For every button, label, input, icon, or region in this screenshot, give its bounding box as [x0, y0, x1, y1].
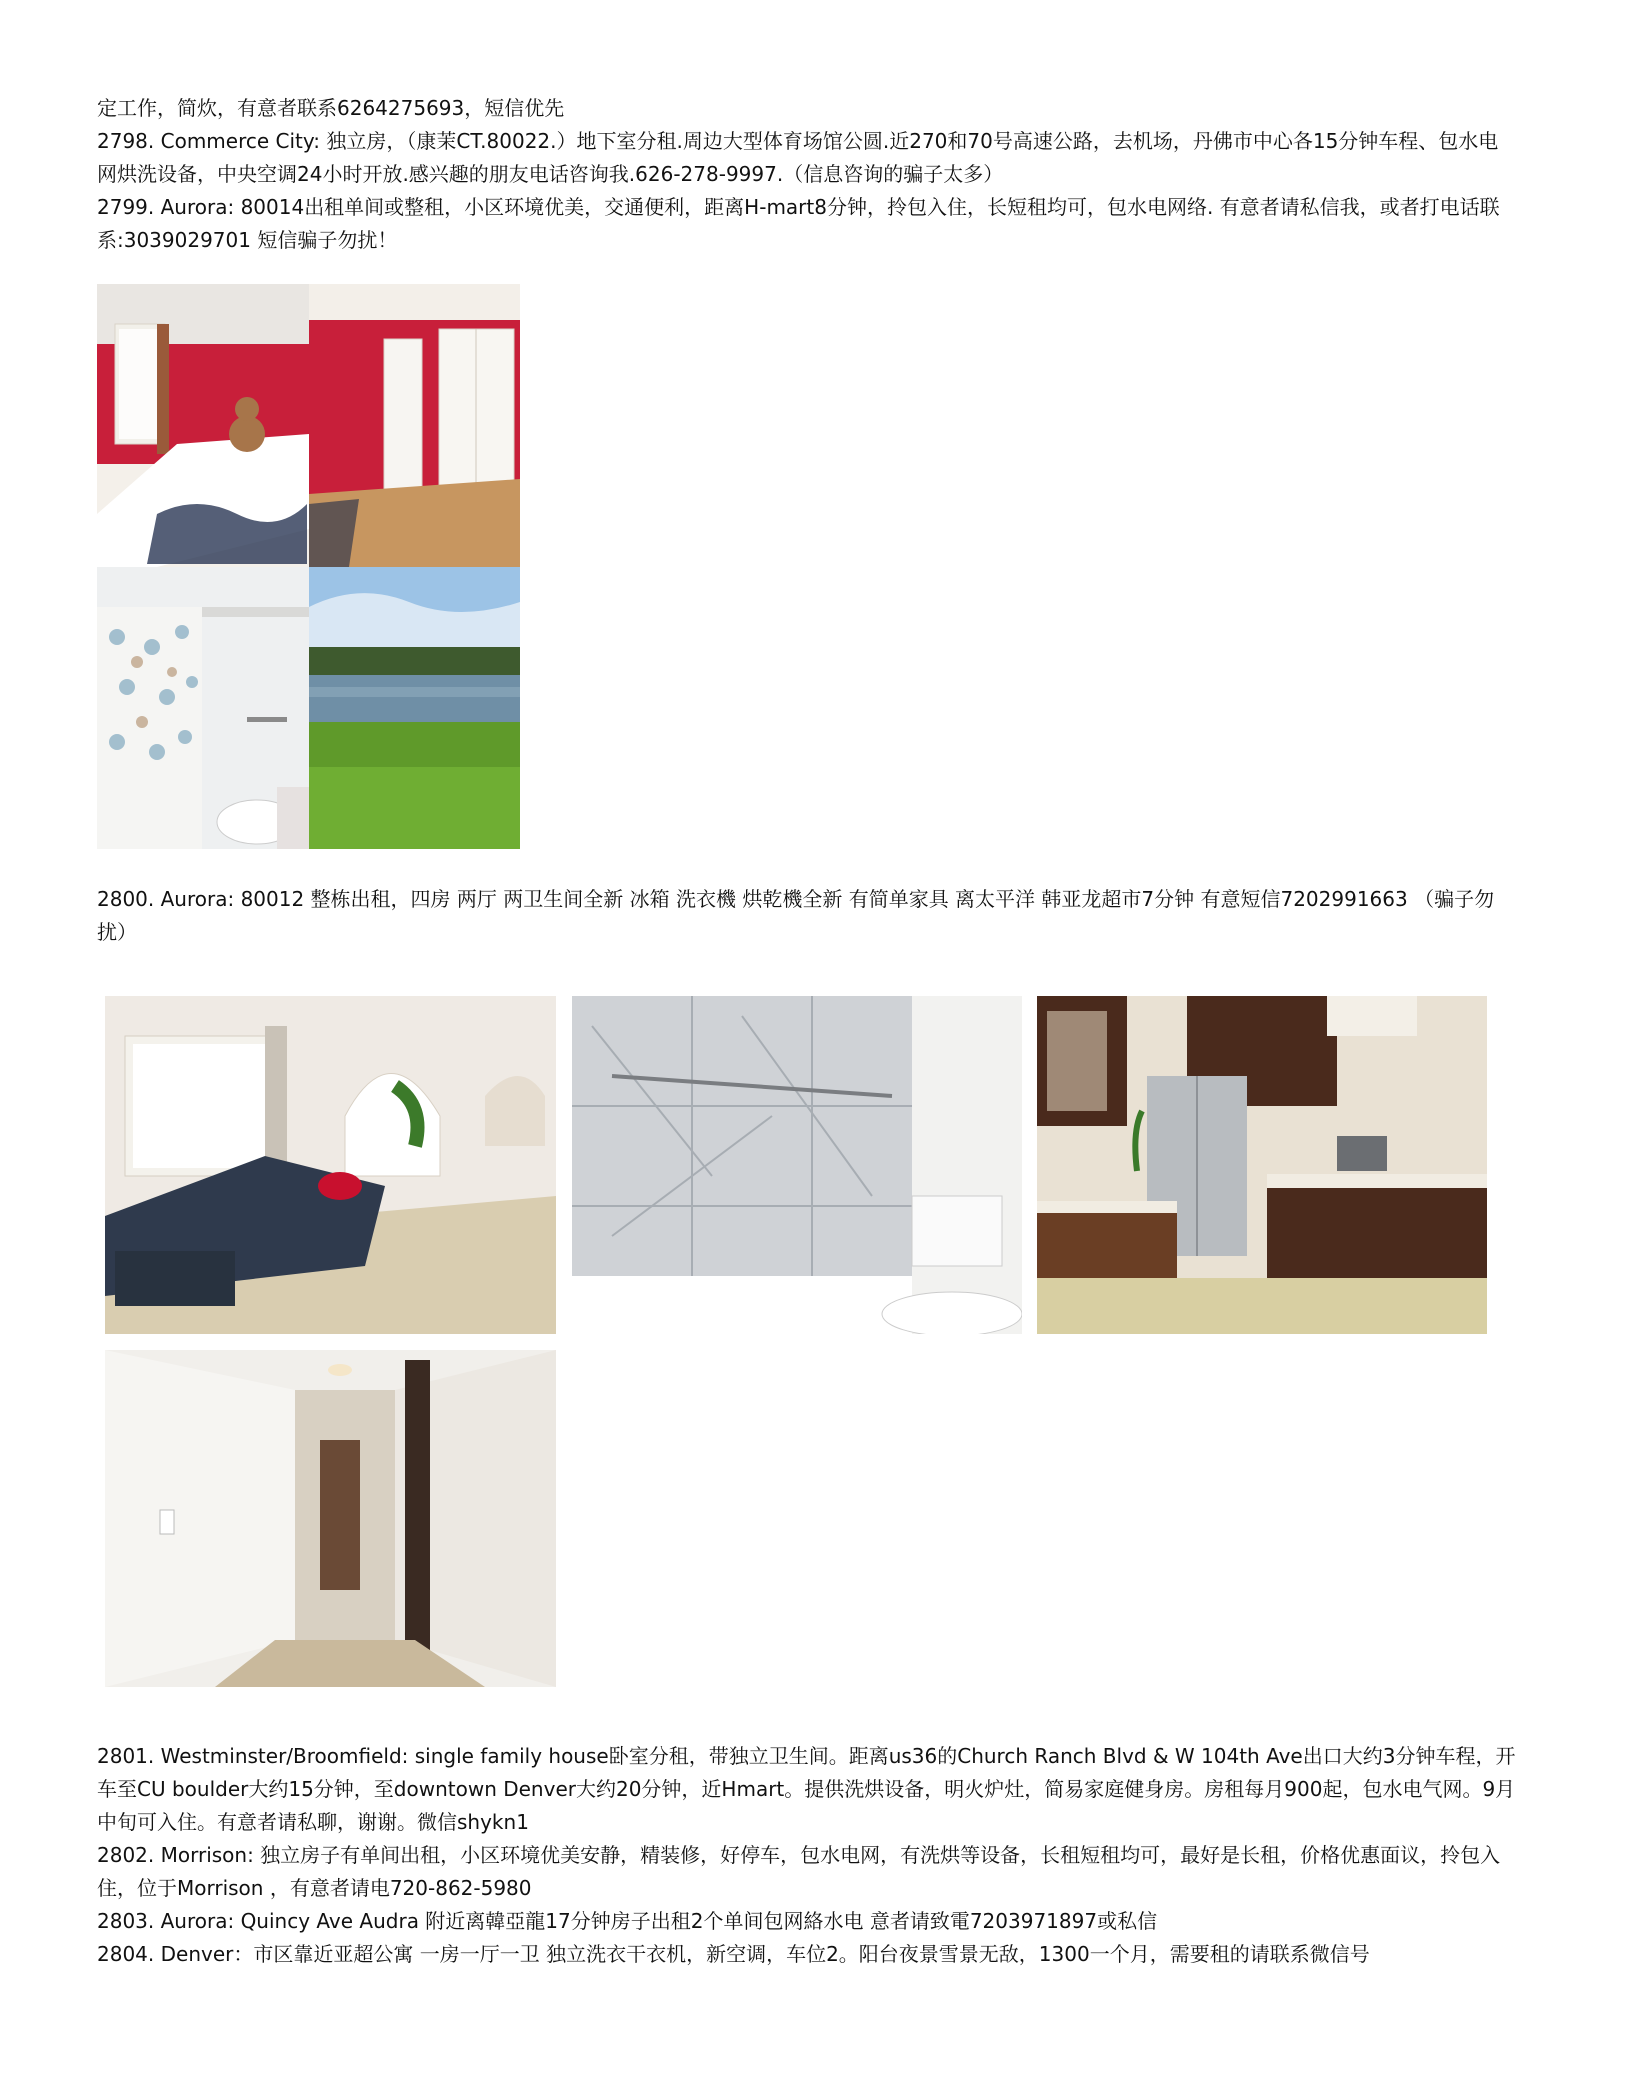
hallway-photo	[105, 1350, 556, 1687]
listing-2801: 2801. Westminster/Broomfield: single family house卧室分租，带独立卫生间。距离us36的Church Ranch Blvd & W 104th Ave出口大约3分钟车程，开车至CU boulder大约15分钟，至downtown Denver大约20分钟，近Hmart。提供洗烘设备，明火炉灶，简易家庭健身房。房租每月900起，包水电气网。9月中旬可入住。有意者请私聊，谢谢。微信shykn1	[97, 1744, 1516, 1834]
bedroom-photo-left	[97, 284, 309, 567]
shower-photo	[572, 996, 1022, 1334]
listing-2804: 2804. Denver：市区靠近亚超公寓 一房一厅一卫 独立洗衣干衣机，新空调，车位2。阳台夜景雪景无敌，1300一个月，需要租的请联系微信号	[97, 1942, 1370, 1966]
listing-2799: 2799. Aurora: 80014出租单间或整租，小区环境优美，交通便利，距离H-mart8分钟，拎包入住，长短租均可，包水电网络. 有意者请私信我，或者打电话联系:3039029701 短信骗子勿扰！	[97, 195, 1500, 252]
kitchen-photo	[1037, 996, 1487, 1334]
listing-2800: 2800. Aurora: 80012 整栋出租，四房 两厅 两卫生间全新 冰箱 洗衣機 烘乾機全新 有简单家具 离太平洋 韩亚龙超市7分钟 有意短信7202991663 （骗子勿扰）	[97, 887, 1495, 944]
bedroom-photo-right	[309, 284, 520, 567]
listing-2803: 2803. Aurora: Quincy Ave Audra 附近离韓亞龍17分钟房子出租2个单间包网絡水电 意者请致電7203971897或私信	[97, 1909, 1158, 1933]
bathroom-photo	[97, 567, 309, 849]
listing-2798: 2798. Commerce City: 独立房，（康茉CT.80022.）地下室分租.周边大型体育场馆公圆.近270和70号高速公路，去机场，丹佛市中心各15分钟车程、包水电网烘洗设备，中央空调24小时开放.感兴趣的朋友电话咨询我.626-278-9997.（信息咨询的骗子太多）	[97, 129, 1499, 186]
pond-photo	[309, 567, 520, 849]
living-room-photo	[105, 996, 556, 1334]
listing-2802: 2802. Morrison: 独立房子有单间出租，小区环境优美安静，精装修，好停车，包水电网，有洗烘等设备，长租短租均可，最好是长租，价格优惠面议，拎包入住，位于Morrison ，有意者请电720-862-5980	[97, 1843, 1501, 1900]
listing-intro-text: 定工作，简炊，有意者联系6264275693，短信优先	[97, 96, 565, 120]
